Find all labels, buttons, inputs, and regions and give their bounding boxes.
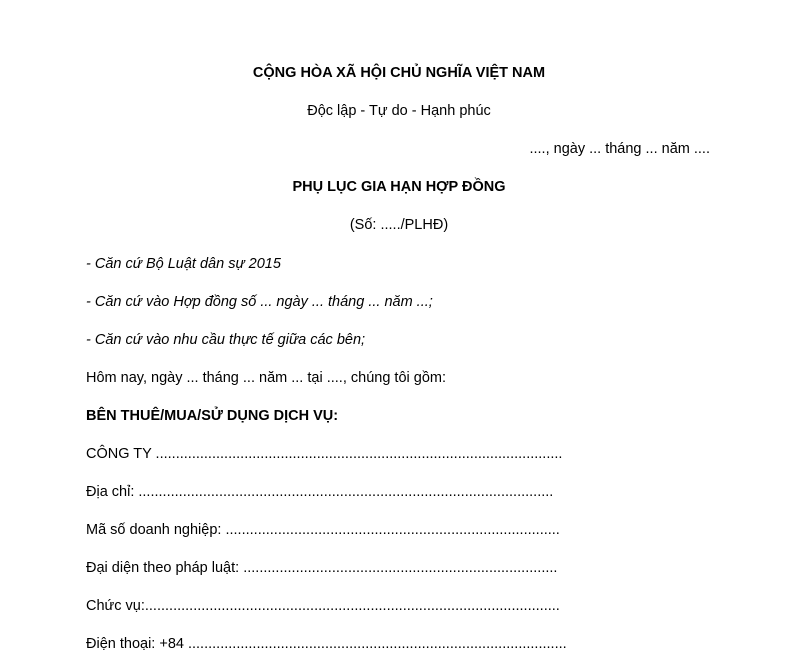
intro-text: Hôm nay, ngày ... tháng ... năm ... tại ...., chúng tôi gồm: bbox=[86, 370, 446, 386]
nation-heading: CỘNG HÒA XÃ HỘI CHỦ NGHĨA VIỆT NAM bbox=[252, 65, 546, 81]
date-line: ...., ngày ... tháng ... năm .... bbox=[529, 141, 710, 157]
document-number: (Số: ...../PLHĐ) bbox=[349, 217, 449, 233]
field-phone: Điện thoại: +84 .............................................................................................. bbox=[86, 636, 567, 652]
field-company: CÔNG TY ..................................................................................................... bbox=[86, 446, 563, 462]
field-address: Địa chỉ: ....................................................................................................... bbox=[86, 484, 554, 500]
document-title: PHỤ LỤC GIA HẠN HỢP ĐỒNG bbox=[292, 179, 506, 195]
field-position: Chức vụ:....................................................................................................... bbox=[86, 598, 560, 614]
party-heading: BÊN THUÊ/MUA/SỬ DỤNG DỊCH VỤ: bbox=[86, 408, 339, 424]
legal-basis-2: - Căn cứ vào Hợp đồng số ... ngày ... tháng ... năm ...; bbox=[86, 294, 433, 310]
legal-basis-3: - Căn cứ vào nhu cầu thực tế giữa các bên; bbox=[86, 332, 366, 348]
motto: Độc lập - Tự do - Hạnh phúc bbox=[307, 103, 491, 119]
legal-basis-1: - Căn cứ Bộ Luật dân sự 2015 bbox=[86, 256, 281, 272]
field-tax-code: Mã số doanh nghiệp: ................................................................................... bbox=[86, 522, 560, 538]
field-legal-representative: Đại diện theo pháp luật: .............................................................................. bbox=[86, 560, 558, 576]
